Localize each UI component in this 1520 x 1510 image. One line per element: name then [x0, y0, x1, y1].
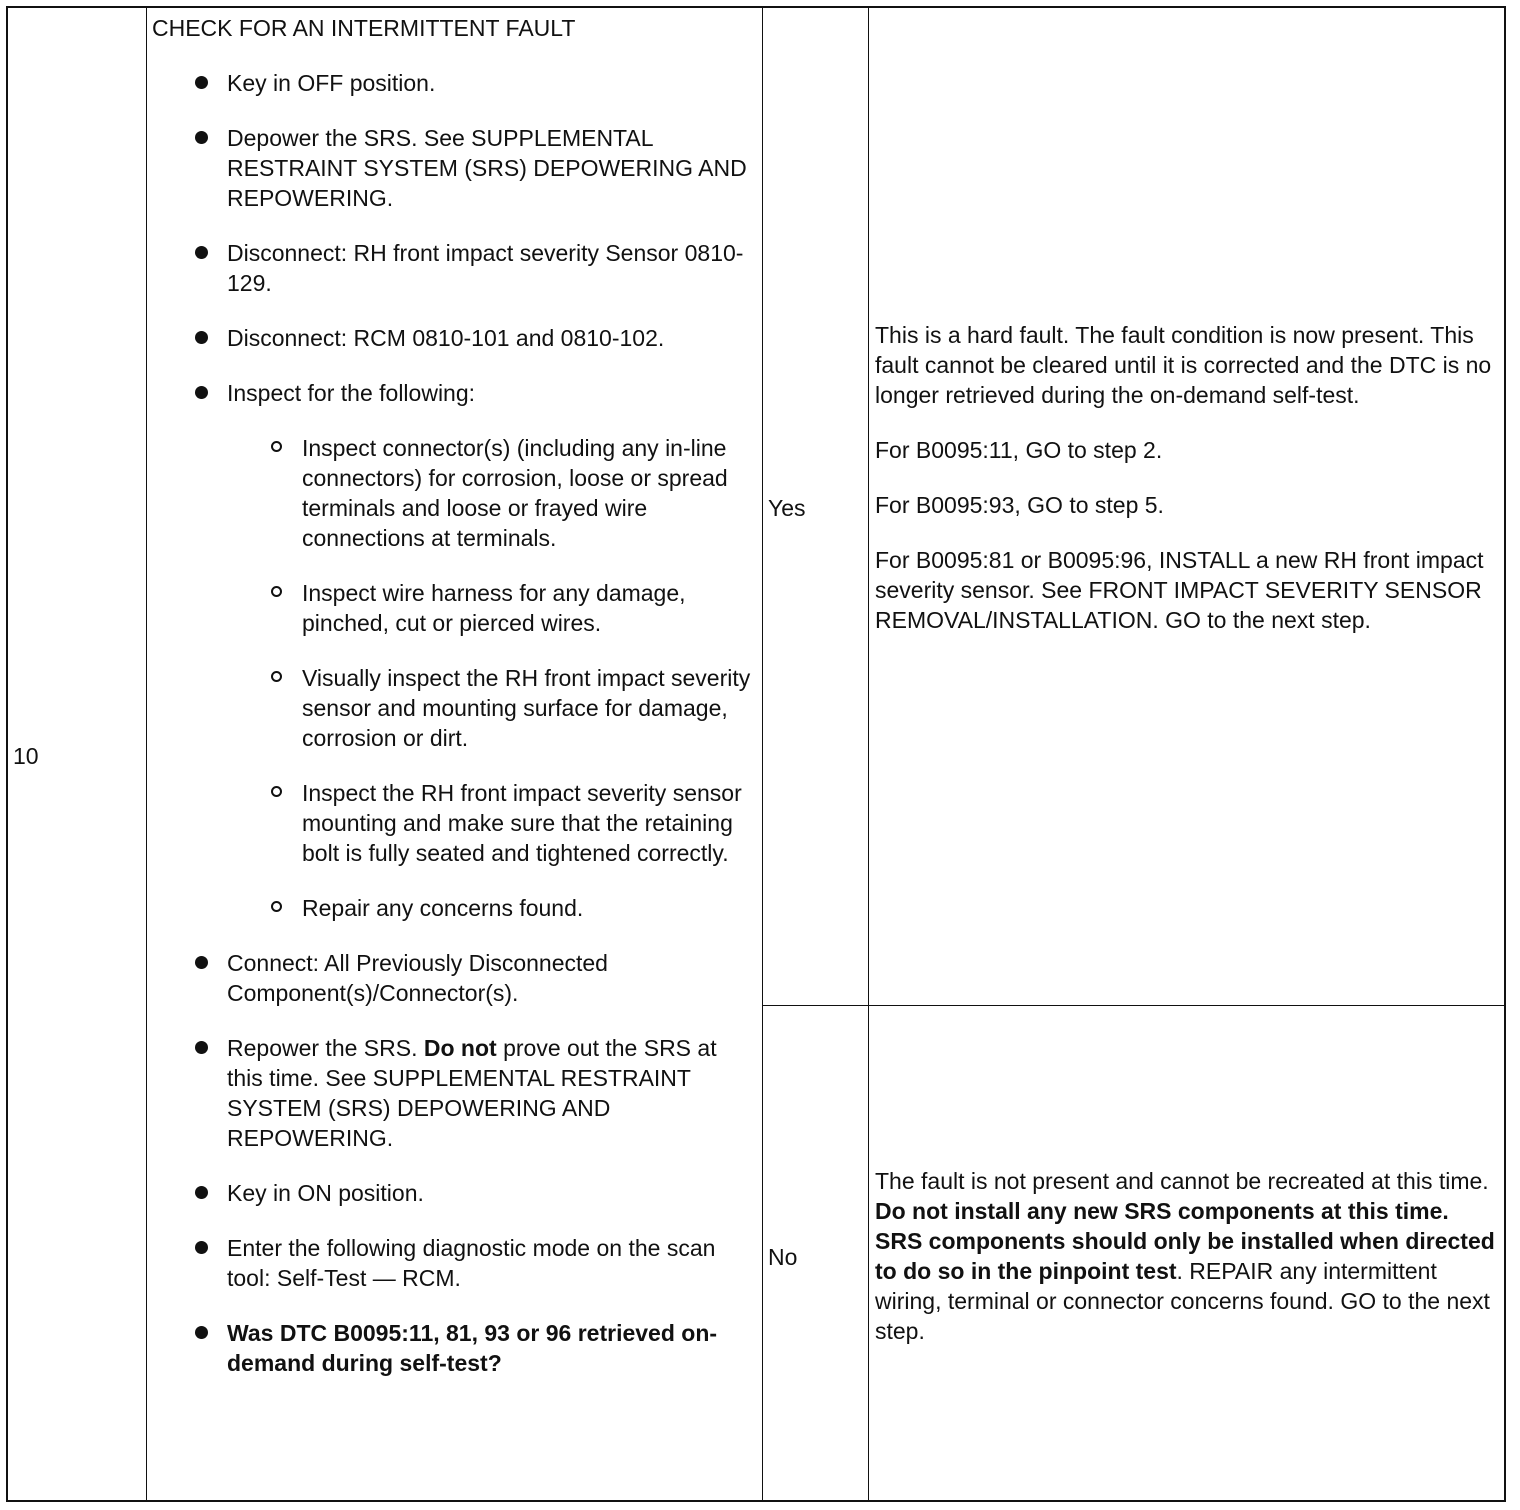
- action-steps: [152, 68, 752, 1378]
- step-number: 10: [13, 743, 39, 769]
- sub-list-item: Visually inspect the RH front impact severity sensor and mounting surface for damage, corrosion or dirt.: [227, 663, 752, 753]
- list-item: Inspect for the following: Inspect connector(s) (including any in-line connectors) for corrosion, loose or spread terminals and loose or frayed wire connections at terminals. Inspect wire harness for any damage, pinched, cut or pierced wires. Visually inspect the RH front impact severity sensor and mounting surface for damage, corrosion or dirt. Inspect the RH front impact severity sensor mounting and make sure that the retaining bolt is fully seated and tightened correctly. Repair any concerns found.: [152, 378, 752, 923]
- circle-bullet-icon: [271, 786, 282, 797]
- bullet-icon: [195, 1041, 208, 1054]
- circle-bullet-icon: [271, 901, 282, 912]
- bullet-icon: [195, 1241, 208, 1254]
- bullet-icon: [195, 76, 208, 89]
- yes-paragraph: For B0095:11, GO to step 2.: [875, 437, 1163, 463]
- yes-paragraph: For B0095:93, GO to step 5.: [875, 492, 1164, 518]
- bullet-icon: [195, 246, 208, 259]
- sub-list-item: Inspect the RH front impact severity sensor mounting and make sure that the retaining bolt is fully seated and tightened correctly.: [227, 778, 752, 868]
- circle-bullet-icon: [271, 586, 282, 597]
- sub-list-item: Inspect wire harness for any damage, pinched, cut or pierced wires.: [227, 578, 752, 638]
- bullet-icon: [195, 331, 208, 344]
- bullet-icon: [195, 956, 208, 969]
- inspection-substeps: [227, 433, 752, 923]
- list-item: Enter the following diagnostic mode on the scan tool: Self-Test — RCM.: [152, 1233, 752, 1293]
- bullet-icon: [195, 131, 208, 144]
- list-item: Repower the SRS. Do not prove out the SRS at this time. See SUPPLEMENTAL RESTRAINT SYSTEM (SRS) DEPOWERING AND REPOWERING.: [152, 1033, 752, 1153]
- list-item: Disconnect: RCM 0810-101 and 0810-102.: [152, 323, 752, 353]
- no-result: The fault is not present and cannot be recreated at this time. Do not install any new SRS components at this time. SRS components should only be installed when directed to do so in the pinpoint test. REPAIR any intermittent wiring, terminal or connector concerns found. GO to the next step.: [875, 1168, 1495, 1344]
- list-item: Key in OFF position.: [152, 68, 752, 98]
- yes-paragraph: This is a hard fault. The fault condition is now present. This fault cannot be cleared until it is corrected and the DTC is no longer retrieved during the on-demand self-test.: [875, 322, 1492, 408]
- list-item: Was DTC B0095:11, 81, 93 or 96 retrieved on-demand during self-test?: [152, 1318, 752, 1378]
- list-item: Key in ON position.: [152, 1178, 752, 1208]
- yes-paragraph: For B0095:81 or B0095:96, INSTALL a new RH front impact severity sensor. See FRONT IMPACT SEVERITY SENSOR REMOVAL/INSTALLATION. GO to the next step.: [875, 547, 1484, 633]
- action-cell: [152, 13, 752, 1403]
- bullet-icon: [195, 386, 208, 399]
- circle-bullet-icon: [271, 441, 282, 452]
- action-heading: CHECK FOR AN INTERMITTENT FAULT: [152, 15, 576, 41]
- sub-list-item: Repair any concerns found.: [227, 893, 752, 923]
- no-label: No: [768, 1244, 798, 1270]
- row-divider: [762, 1005, 1506, 1006]
- sub-list-item: Inspect connector(s) (including any in-line connectors) for corrosion, loose or spread terminals and loose or frayed wire connections at terminals.: [227, 433, 752, 553]
- circle-bullet-icon: [271, 671, 282, 682]
- bullet-icon: [195, 1186, 208, 1199]
- column-divider: [868, 6, 869, 1502]
- list-item: Connect: All Previously Disconnected Component(s)/Connector(s).: [152, 948, 752, 1008]
- yes-label: Yes: [768, 495, 806, 521]
- yes-result: [875, 320, 1495, 635]
- column-divider: [762, 6, 763, 1502]
- column-divider: [146, 6, 147, 1502]
- list-item: Disconnect: RH front impact severity Sensor 0810-129.: [152, 238, 752, 298]
- bullet-icon: [195, 1326, 208, 1339]
- list-item: Depower the SRS. See SUPPLEMENTAL RESTRAINT SYSTEM (SRS) DEPOWERING AND REPOWERING.: [152, 123, 752, 213]
